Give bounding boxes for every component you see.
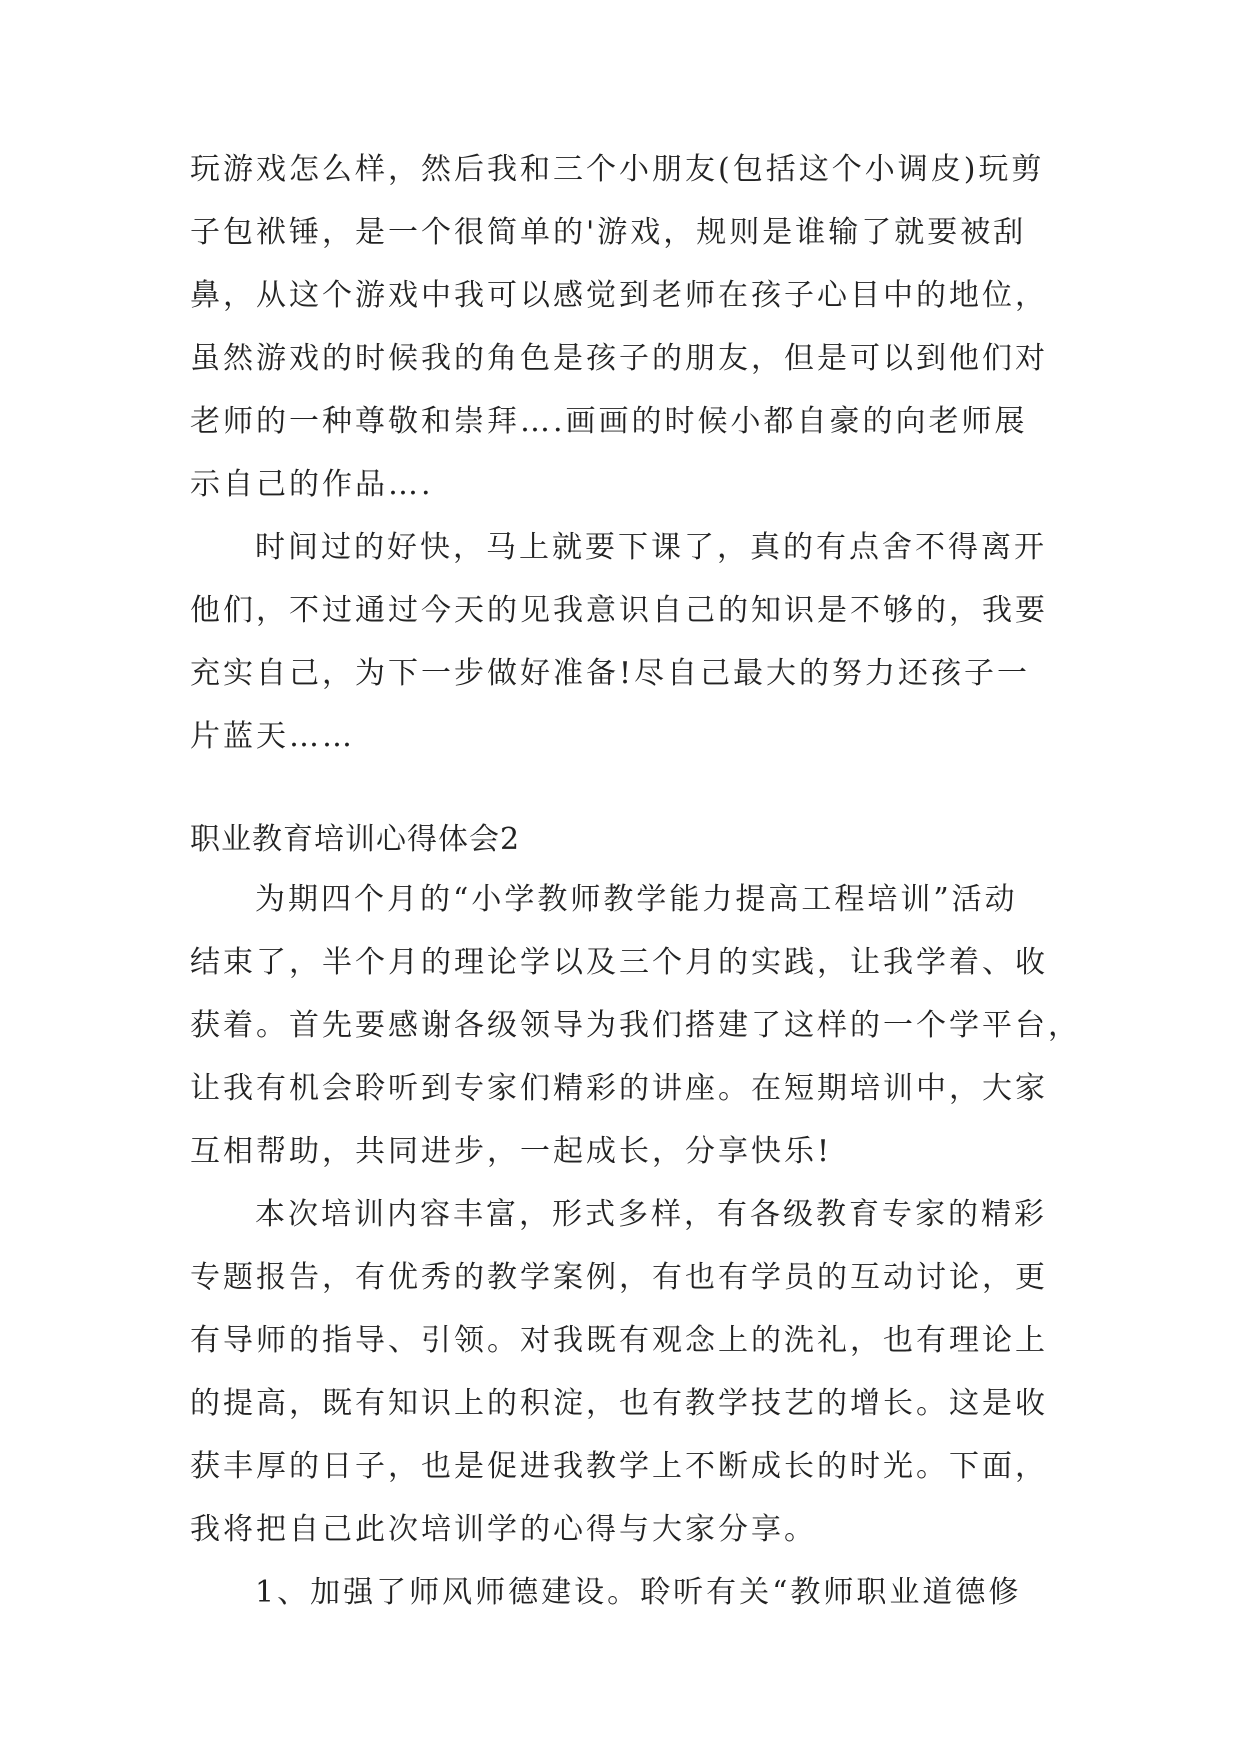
body-text-line: 专题报告，有优秀的教学案例，有也有学员的互动讨论，更 — [190, 1260, 1048, 1295]
paragraph-first-line: 时间过的好快，马上就要下课了，真的有点舍不得离开 — [255, 530, 1047, 565]
paragraph-first-line: 1、加强了师风师德建设。聆听有关“教师职业道德修 — [255, 1575, 1022, 1610]
body-text-line: 片蓝天…… — [190, 719, 355, 754]
body-text-line: 虽然游戏的时候我的角色是孩子的朋友，但是可以到他们对 — [190, 341, 1048, 376]
section-heading: 职业教育培训心得体会2 — [190, 822, 521, 857]
paragraph-first-line: 为期四个月的“小学教师教学能力提高工程培训”活动 — [255, 882, 1018, 917]
body-text-line: 让我有机会聆听到专家们精彩的讲座。在短期培训中，大家 — [190, 1071, 1048, 1106]
body-text-line: 老师的一种尊敬和崇拜….画画的时候小都自豪的向老师展 — [190, 404, 1028, 439]
body-text-line: 玩游戏怎么样，然后我和三个小朋友(包括这个小调皮)玩剪 — [190, 152, 1045, 187]
body-text-line: 结束了，半个月的理论学以及三个月的实践，让我学着、收 — [190, 945, 1048, 980]
body-text-line: 的提高，既有知识上的积淀，也有教学技艺的增长。这是收 — [190, 1386, 1048, 1421]
body-text-line: 充实自己，为下一步做好准备!尽自己最大的努力还孩子一 — [190, 656, 1031, 691]
paragraph-first-line: 本次培训内容丰富，形式多样，有各级教育专家的精彩 — [255, 1197, 1047, 1232]
body-text-line: 有导师的指导、引领。对我既有观念上的洗礼，也有理论上 — [190, 1323, 1048, 1358]
body-text-line: 鼻，从这个游戏中我可以感觉到老师在孩子心目中的地位， — [190, 278, 1048, 313]
body-text-line: 互相帮助，共同进步，一起成长，分享快乐! — [190, 1134, 833, 1169]
body-text-line: 我将把自己此次培训学的心得与大家分享。 — [190, 1512, 817, 1547]
body-text-line: 获丰厚的日子，也是促进我教学上不断成长的时光。下面， — [190, 1449, 1048, 1484]
body-text-line: 子包袱锤，是一个很简单的'游戏，规则是谁输了就要被刮 — [190, 215, 1027, 250]
body-text-line: 他们，不过通过今天的见我意识自己的知识是不够的，我要 — [190, 593, 1048, 628]
body-text-line: 示自己的作品…. — [190, 467, 434, 502]
body-text-line: 获着。首先要感谢各级领导为我们搭建了这样的一个学平台， — [190, 1008, 1081, 1043]
